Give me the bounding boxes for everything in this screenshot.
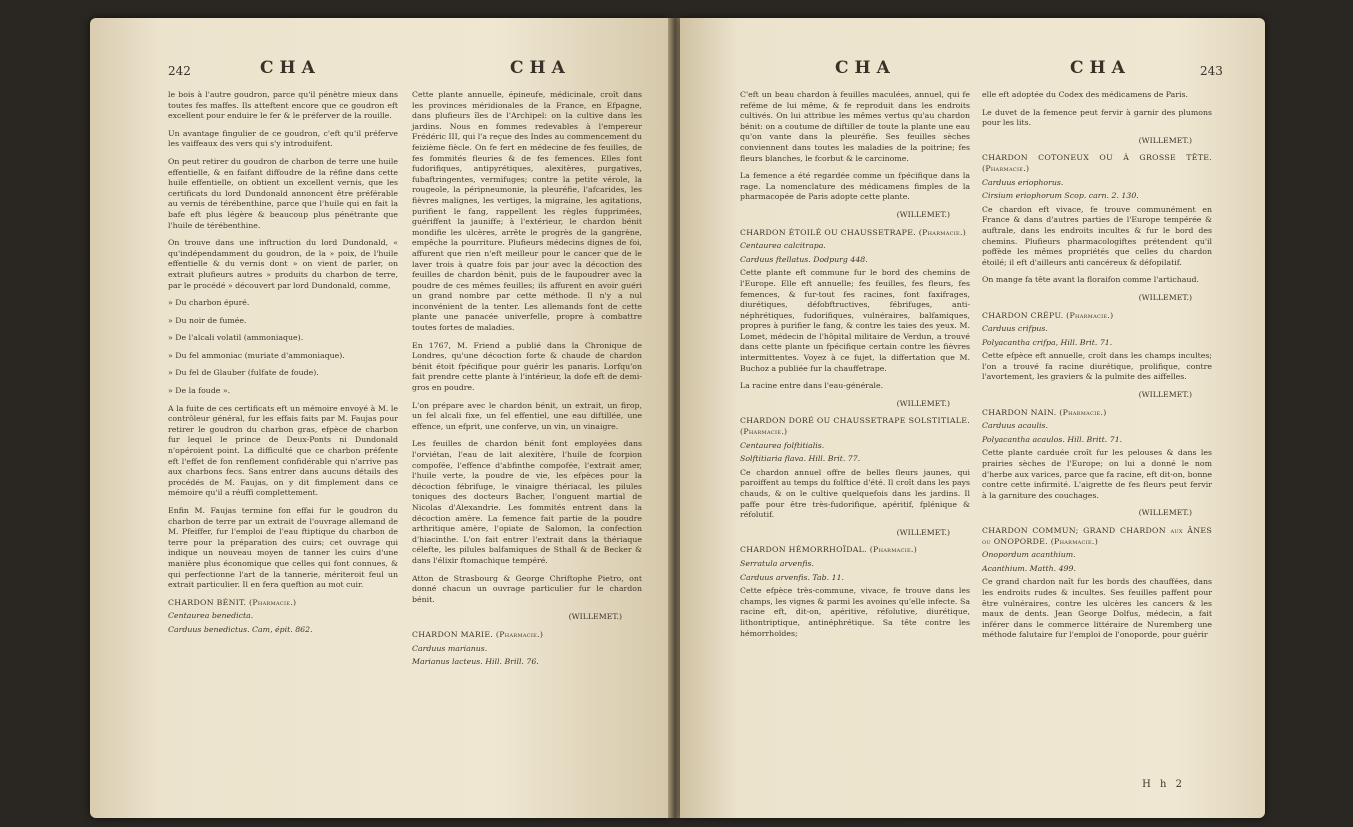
paragraph: (WILLEMET.) xyxy=(896,209,950,219)
paragraph: Marianus lacteus. Hill. Brill. 76. xyxy=(412,657,539,667)
left-page xyxy=(90,18,670,818)
paragraph: CHARDON NAIN. (Pharmacie.) xyxy=(982,407,1107,417)
paragraph: » Du noir de fumée. xyxy=(168,315,247,325)
paragraph: Carduus crifpus. xyxy=(982,324,1048,334)
paragraph: Onopordum acanthium. xyxy=(982,550,1076,560)
paragraph: » De l'alcali volatil (ammoniaque). xyxy=(168,333,304,343)
paragraph: Serratula arvenfis. xyxy=(740,558,814,568)
paragraph: En 1767, M. Friend a publié dans la Chronique de Londres, qu'une décoction forte & chaude de chardon bénit étoit fpécifique pour guérir les panaris. Lorfqu'on fait prendre cette plante à l'intérieur, la dofe eft de demi-gros en poudre. xyxy=(412,340,642,393)
paragraph: Carduus eriophorus. xyxy=(982,177,1064,187)
paragraph: CHARDON HÉMORRHOÏDAL. (Pharmacie.) xyxy=(740,545,918,555)
paragraph: (WILLEMET.) xyxy=(896,527,950,537)
signature-mark: H h 2 xyxy=(1142,779,1185,790)
right-page-header xyxy=(680,58,1265,88)
text-column-1 xyxy=(168,90,398,639)
paragraph: Enfin M. Faujas termine fon effai fur le goudron du charbon de terre par un extrait de l'ouvrage allemand de M. Pfeiffer, fur l'emploi de l'eau ftiptique du charbon de terre pour la préparation des cuirs; cet ouvrage qui indique un nouveau moyen de tanner les cuirs d'une manière plus économique que celles qui font connues, & qui perfectionne l'art de la tannerie, mériteroit feul un extrait particulier. Il en fera queftion au mot cuir. xyxy=(168,506,398,590)
paragraph: A la fuite de ces certificats eft un mémoire envoyé à M. le contrôleur général, fur les effais faits par M. Faujas pour retirer le goudron du charbon gras, efpèce de charbon fur lequel le prince de Deux-Ponts ni Dundonald n'opéroient point. La difficulté que ce charbon préfente eft l'effet de fon renflement confidérable qui n'arrive pas aux charbons fecs. Sans entrer dans aucuns détails des procédés de M. Faujas, on y dit fimplement dans ce mémoire qu'il a réuffi complettement. xyxy=(168,403,398,498)
paragraph: La femence a été regardée comme un fpécifique dans la rage. La nomenclature des médicamens fimples de la pharmacopée de Paris adopte cette plante. xyxy=(740,171,970,202)
paragraph: On trouve dans une inftruction du lord Dundonald, « qu'indépendamment du goudron, de la » poix, de l'huile effentielle & du vernis dont » on vient de parler, on extrait plufieurs autres » produits du charbon de terre, par le procédé » découvert par lord Dundonald, comme, xyxy=(168,238,398,290)
paragraph: (WILLEMET.) xyxy=(1138,135,1192,145)
paragraph: Acanthium. Matth. 499. xyxy=(982,563,1076,573)
paragraph: Ce chardon eft vivace, fe trouve communément en France & dans d'autres parties de l'Europe tempérée & auftrale, dans les endroits incultes & fur le bord des chemins. Plufieurs pharmacologiftes prétendent qu'il poffède les mêmes propriétés que celles du chardon étoilé; il eft d'ailleurs anti cancéreux & défopilatif. xyxy=(982,204,1212,267)
paragraph: (WILLEMET.) xyxy=(896,398,950,408)
paragraph: L'on prépare avec le chardon bénit, un extrait, un firop, un fel alcali fixe, un fel effentiel, une eau diftillée, une effence, un efprit, une conferve, un vin, un vinaigre. xyxy=(412,400,642,431)
paragraph: (WILLEMET.) xyxy=(1138,390,1192,400)
paragraph: Cette plante eft commune fur le bord des chemins de l'Europe. Elle eft annuelle; fes feuilles, fes fleurs, fes femences, & fur-tout fes racines, font faxifrages, diurétiques, défobftructives, fébrifuges, anti-néphrétiques, fudorifiques, vulnéraires, balfamiques, propres à purifier le fang, & contre les taies des yeux. M. Lomet, médecin de l'hôpital militaire de Verdun, a trouvé dans cette plante un fpécifique certain contre les fièvres intermittentes. Voyez à ce fujet, la differtation que M. Buchoz a publiée fur la chauffetrape. xyxy=(740,268,970,373)
paragraph: (WILLEMET.) xyxy=(1138,292,1192,302)
paragraph: Les feuilles de chardon bénit font employées dans l'orviétan, l'eau de lait alexitère, l'huile de fcorpion compofée, l'effence d'abfinthe compofée, l'extrait amer, l'huile verte, la poudre de vie, les efpèces pour la décoction fébrifuge, le vinaigre thériacal, les pilules toniques des docteurs Bacher, l'onguent martial de Nicolas d'Alexandrie. Les fommités entrent dans la décoction amère. La femence fait partie de la poudre arthritique amère, l'opiate de Salomon, la confection d'hiacinthe. L'on fait entrer l'extrait dans la thériaque célefte, les pilules balfamiques de Sthall & de Becker & dans l'élixir ftomachique tempéré. xyxy=(412,439,642,565)
paragraph: Cette efpèce très-commune, vivace, fe trouve dans les champs, les vignes & parmi les avoines qu'elle infecte. Sa racine eft, dit-on, apéritive, réfolutive, diurétique, lithontriptique, antinéphrétique. Sa tête contre les hémorrhoïdes; xyxy=(740,586,970,638)
paragraph: Ce chardon annuel offre de belles fleurs jaunes, qui paroiffent au temps du folftice d'été. Il croît dans les pays chauds, & on le cultive quelquefois dans les jardins. Il paffe pour être très-fudorifique, apéritif, fplénique & réfolutif. xyxy=(740,467,970,520)
paragraph: On mange fa tête avant la floraifon comme l'artichaud. xyxy=(982,275,1199,285)
paragraph: Carduus acaulis. xyxy=(982,421,1049,431)
paragraph: CHARDON ÉTOILÉ OU CHAUSSETRAPE. (Pharmacie.) xyxy=(740,227,967,237)
running-head: CHA xyxy=(1070,58,1131,78)
left-page-header xyxy=(90,58,670,88)
paragraph: Carduus benedictus. Cam, épit. 862. xyxy=(168,624,313,634)
running-head: CHA xyxy=(835,58,896,78)
text-column-2 xyxy=(982,90,1212,648)
paragraph: » De la foude ». xyxy=(168,386,231,396)
paragraph: CHARDON MARIE. (Pharmacie.) xyxy=(412,629,544,639)
paragraph: Cette plante carduée croît fur les pelouses & dans les prairies sèches de l'Europe; on lui a donné le nom d'herbe aux varices, parce que fa racine, eft dit-on, bonne contre cette infirmité. L'aigrette de fes fleurs peut fervir à la garniture des couchages. xyxy=(982,448,1212,500)
paragraph: Carduus ftellatus. Dodpurg 448. xyxy=(740,254,868,264)
book-spread xyxy=(90,18,1265,818)
paragraph: CHARDON COMMUN; GRAND CHARDON aux ÂNES ou ONOPORDE. (Pharmacie.) xyxy=(982,526,1212,546)
paragraph: » Du fel ammoniac (muriate d'ammoniaque). xyxy=(168,350,345,360)
paragraph: » Du charbon épuré. xyxy=(168,298,250,308)
paragraph: le bois à l'autre goudron, parce qu'il pénètre mieux dans toutes fes maffes. Ils atteftent encore que ce goudron eft excellent pour enduire le fer & le préferver de la rouille. xyxy=(168,90,398,121)
running-head: CHA xyxy=(510,58,571,78)
paragraph: Le duvet de la femence peut fervir à garnir des plumons pour les lits. xyxy=(982,107,1212,128)
paragraph: Ce grand chardon naît fur les bords des chauffées, dans les endroits rudes & incultes. Ses feuilles paffent pour être vulnéraires, contre les ulcères les cancers & les maux de dents. Jean George Dolfus, médecin, a fait inférer dans le commerce littéraire de Nuremberg une méthode falutaire fur l'emploi de l'onoporde, pour guérir xyxy=(982,577,1212,640)
paragraph: Solftitiaria flava. Hill. Brit. 77. xyxy=(740,454,861,464)
text-column-2 xyxy=(412,90,642,671)
paragraph: On peut retirer du goudron de charbon de terre une huile effentielle, & en faifant diffoudre de la réfine dans cette huile effentielle, on obtient un excellent vernis, que les certificats du lord Dundonald annoncent être préférable au vernis de térébenthine, parce que l'huile qui en fait la bafe eft plus légère & beaucoup plus pénétrante que l'huile de térébenthine. xyxy=(168,156,398,230)
paragraph: CHARDON BÉNIT. (Pharmacie.) xyxy=(168,597,297,607)
paragraph: Polyacantha acaulos. Hill. Britt. 71. xyxy=(982,434,1123,444)
paragraph: (WILLEMET.) xyxy=(568,612,622,622)
paragraph: CHARDON DORÉ OU CHAUSSETRAPE SOLSTITIALE. (Pharmacie.) xyxy=(740,416,970,437)
paragraph: Atton de Strasbourg & George Chriftophe Pietro, ont donné chacun un ouvrage particulier fur le chardon bénit. xyxy=(412,573,642,604)
paragraph: elle eft adoptée du Codex des médicamens de Paris. xyxy=(982,90,1189,99)
paragraph: Cette efpèce eft annuelle, croît dans les champs incultes; l'on a trouvé fa racine diurétique, prolifique, contre l'avortement, les graviers & la pulmite des aiffelles. xyxy=(982,351,1212,382)
paragraph: » Du fel de Glauber (fulfate de foude). xyxy=(168,368,319,378)
page-number: 242 xyxy=(168,64,191,78)
paragraph: (WILLEMET.) xyxy=(1138,508,1192,518)
paragraph: CHARDON CRÉPU. (Pharmacie.) xyxy=(982,310,1114,320)
paragraph: Cette plante annuelle, épineufe, médicinale, croît dans les provinces méridionales de la France, en Efpagne, dans plufieurs îles de l'Archipel: on la cultive dans les jardins. Nous en fommes redevables à l'empereur Frédéric III, qui l'a reçue des Indes au commencement du feizième fiècle. On fe fert en médecine de fes feuilles, de fes fommités fleuries & de fes femences. Elles font fudorifiques, antipyrétiques, alexitères, purgatives, fubaftringentes, vermifuges; contre la petite vérole, la rougeole, la péripneumonie, la pleuréfie, l'afcarides, les fièvres malignes, les vertiges, la migraine, les agitations, purifient le fang, rappellent les règles fupprimées, guériffent la jauniffe; à l'extérieur, le chardon bénit mondifie les ulcères, arrête le progrès de la gangrène, empêche la pourriture. Plufieurs médecins dignes de foi, affurent que rien n'eft meilleur pour le cancer que de le laver trois à quatre fois par jour avec la décoction des feuilles de chardon bénit, puis de le faupoudrer avec la poudre de ces mêmes feuilles; ils affurent en avoir guéri un grand nombre par cette méthode. Il n'y a nul inconvénient de la tenter. Les allemands font de cette plante une panacée univerfelle, propre à combattre toutes fortes de maladies. xyxy=(412,90,642,333)
paragraph: Centaurea folftitialis. xyxy=(740,440,825,450)
running-head: CHA xyxy=(260,58,321,78)
paragraph: La racine entre dans l'eau-générale. xyxy=(740,381,884,391)
page-number: 243 xyxy=(1200,64,1223,78)
paragraph: Carduus arvenfis. Tab. 11. xyxy=(740,572,845,582)
paragraph: Carduus marianus. xyxy=(412,643,488,653)
paragraph: CHARDON COTONEUX OU À GROSSE TÊTE. (Pharmacie.) xyxy=(982,153,1212,173)
paragraph: Centaurea calcitrapa. xyxy=(740,241,826,251)
paragraph: Centaurea benedicta. xyxy=(168,611,254,621)
text-column-1 xyxy=(740,90,970,646)
right-page xyxy=(680,18,1265,818)
paragraph: Un avantage fingulier de ce goudron, c'eft qu'il préferve les vaiffeaux des vers qui s'y introduifent. xyxy=(168,128,398,149)
paragraph: Polyacantha crifpa, Hill. Brit. 71. xyxy=(982,337,1113,347)
paragraph: Cirsium eriophorum Scop. carn. 2. 130. xyxy=(982,191,1139,201)
paragraph: C'eft un beau chardon à feuilles maculées, annuel, qui fe reféme de lui même, & fe reproduit dans les endroits cultivés. On lui attribue les mêmes vertus qu'au chardon bénit: on a coutume de diftiller de toute la plante une eau qu'on vante dans la pleuréfie. Ses feuilles sèches conviennent dans toutes les maladies de la poitrine; fes fleurs blanches, le fcorbut & le carcinome. xyxy=(740,90,970,163)
